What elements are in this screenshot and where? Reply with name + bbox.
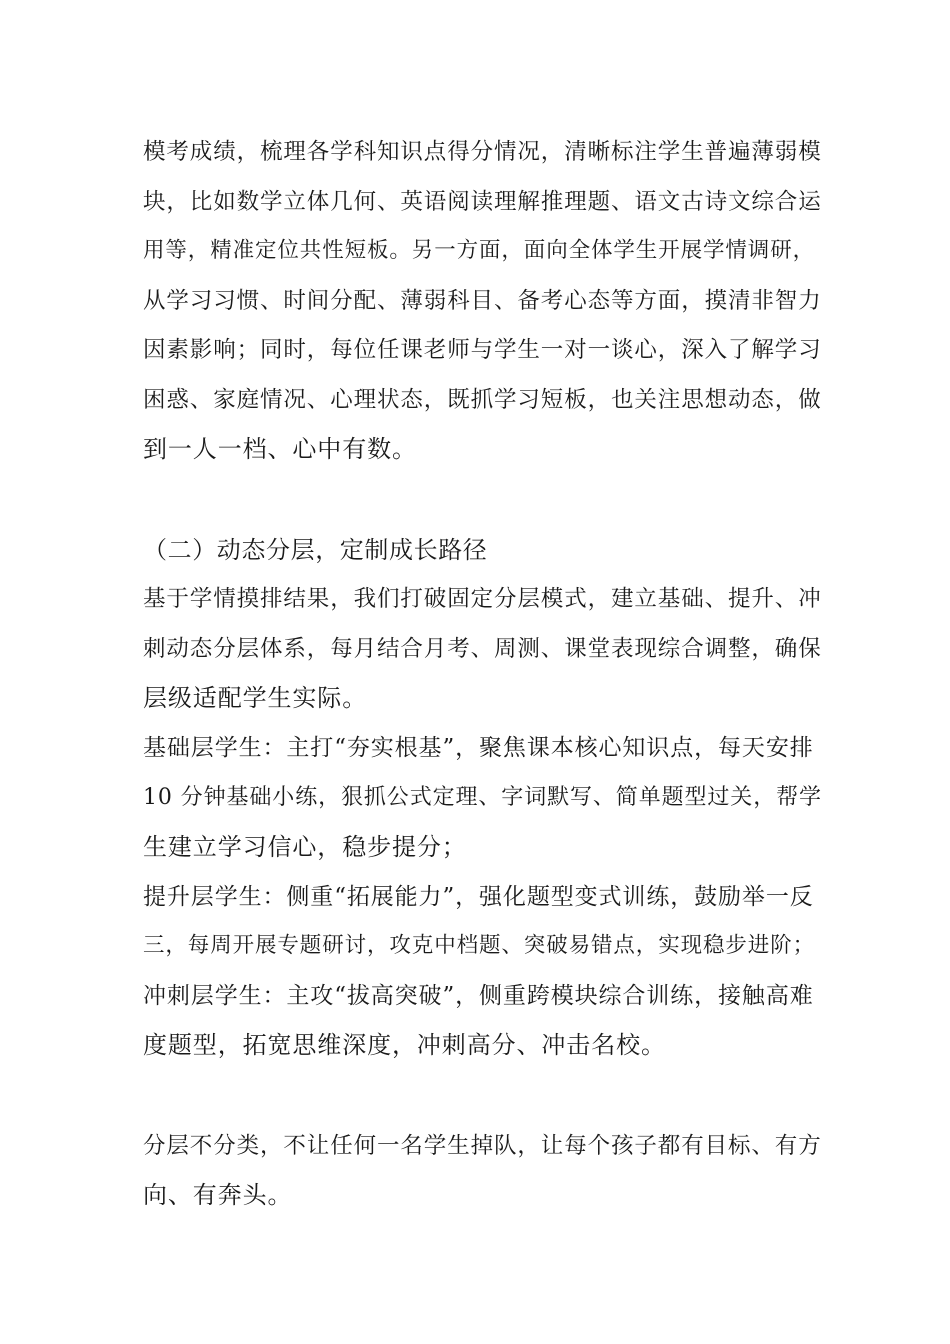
text-line: 基于学情摸排结果，我们打破固定分层模式，建立基础、提升、冲 [143,586,822,612]
text-line: 向、有奔头。 [143,1181,293,1209]
text-line: 分层不分类，不让任何一名学生掉队，让每个孩子都有目标、有方 [143,1133,822,1159]
text-line: 提升层学生：侧重“拓展能力”，强化题型变式训练，鼓励举一反 [143,884,814,910]
text-line: 刺动态分层体系，每月结合月考、周测、课堂表现综合调整，确保 [143,636,822,662]
text-line: 度题型，拓宽思维深度，冲刺高分、冲击名校。 [143,1031,666,1059]
text-line: 到一人一档、心中有数。 [143,435,417,463]
section-heading: （二）动态分层，定制成长路径 [143,536,488,564]
text-line: 10 分钟基础小练，狠抓公式定理、字词默写、简单题型过关，帮学 [143,785,822,810]
text-line: 用等，精准定位共性短板。另一方面，面向全体学生开展学情调研， [143,238,816,263]
text-line: 从学习习惯、时间分配、薄弱科目、备考心态等方面，摸清非智力 [143,288,822,314]
text-line: 块，比如数学立体几何、英语阅读理解推理题、语文古诗文综合运 [143,189,822,215]
text-line: 三，每周开展专题研讨，攻克中档题、突破易错点，实现稳步进阶； [143,933,816,958]
text-line: 因素影响；同时，每位任课老师与学生一对一谈心，深入了解学习 [143,337,822,363]
text-line: 层级适配学生实际。 [143,684,368,712]
text-line: 冲刺层学生：主攻“拔高突破”，侧重跨模块综合训练，接触高难 [143,983,814,1009]
text-line: 生建立学习信心，稳步提分； [143,833,467,861]
text-line: 困惑、家庭情况、心理状态，既抓学习短板，也关注思想动态，做 [143,387,822,413]
text-line: 基础层学生：主打“夯实根基”，聚焦课本核心知识点，每天安排 [143,735,814,761]
text-line: 模考成绩，梳理各学科知识点得分情况，清晰标注学生普遍薄弱模 [143,139,822,165]
